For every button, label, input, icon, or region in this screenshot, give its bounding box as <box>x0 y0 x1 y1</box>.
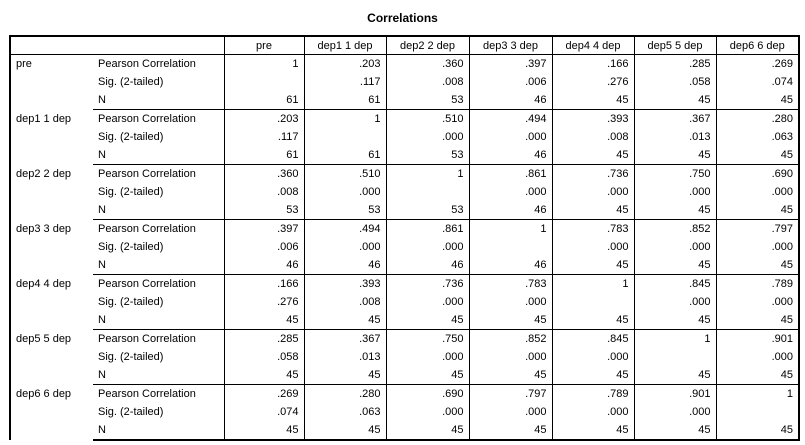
value-cell: 1 <box>386 165 469 184</box>
value-cell: .276 <box>224 293 304 311</box>
value-cell: 46 <box>304 256 386 275</box>
statistic-label: Pearson Correlation <box>98 278 196 290</box>
value-cell: .494 <box>304 220 386 239</box>
value-cell: 1 <box>552 275 634 294</box>
table-row <box>10 201 799 220</box>
value-cell: .000 <box>386 403 469 421</box>
row-variable-label: dep1 1 dep <box>10 110 93 165</box>
statistic-label: Pearson Correlation <box>98 58 196 70</box>
value-cell: 53 <box>304 201 386 220</box>
value-cell: 45 <box>634 146 716 165</box>
value-cell: 45 <box>634 311 716 330</box>
row-variable-label: dep3 3 dep <box>10 220 93 275</box>
value-cell: .000 <box>469 183 552 201</box>
value-cell: .845 <box>634 275 716 294</box>
value-cell: 45 <box>716 146 799 165</box>
value-cell: .000 <box>716 238 799 256</box>
value-cell: 45 <box>634 366 716 385</box>
value-cell: .058 <box>634 73 716 91</box>
value-cell: 53 <box>386 91 469 110</box>
value-cell: .690 <box>386 385 469 404</box>
statistic-label: Sig. (2-tailed) <box>98 406 164 418</box>
value-cell <box>716 403 799 421</box>
value-cell: 46 <box>469 146 552 165</box>
value-cell: .000 <box>552 403 634 421</box>
col-header: dep2 2 dep <box>386 36 469 55</box>
value-cell: .117 <box>304 73 386 91</box>
value-cell: .000 <box>634 403 716 421</box>
value-cell: 45 <box>469 421 552 440</box>
value-cell <box>634 348 716 366</box>
value-cell: 45 <box>304 366 386 385</box>
value-cell: .852 <box>634 220 716 239</box>
statistic-label: N <box>93 256 224 275</box>
table-row <box>10 385 799 404</box>
value-cell: 46 <box>469 201 552 220</box>
table-row <box>10 238 799 256</box>
table-title: Correlations <box>367 11 438 25</box>
value-cell: .006 <box>224 238 304 256</box>
value-cell: 1 <box>469 220 552 239</box>
value-cell: 45 <box>634 201 716 220</box>
value-cell: 61 <box>304 91 386 110</box>
value-cell: 53 <box>386 201 469 220</box>
table-row <box>10 330 799 349</box>
value-cell: .789 <box>716 275 799 294</box>
value-cell: .852 <box>469 330 552 349</box>
value-cell: .397 <box>469 55 552 74</box>
value-cell: 45 <box>304 421 386 440</box>
value-cell: 45 <box>386 311 469 330</box>
value-cell: .901 <box>716 330 799 349</box>
value-cell: .000 <box>469 293 552 311</box>
value-cell: .789 <box>552 385 634 404</box>
value-cell: .000 <box>469 348 552 366</box>
value-cell: .000 <box>634 238 716 256</box>
value-cell: .783 <box>552 220 634 239</box>
value-cell: 45 <box>716 311 799 330</box>
col-header: dep6 6 dep <box>716 36 799 55</box>
value-cell: .008 <box>224 183 304 201</box>
value-cell <box>224 73 304 91</box>
table-row <box>10 73 799 91</box>
value-cell: .000 <box>716 293 799 311</box>
value-cell: .494 <box>469 110 552 129</box>
value-cell: .063 <box>304 403 386 421</box>
value-cell: .393 <box>552 110 634 129</box>
value-cell: 45 <box>716 256 799 275</box>
value-cell: .000 <box>304 183 386 201</box>
value-cell: .393 <box>304 275 386 294</box>
statistic-label: Sig. (2-tailed) <box>98 241 164 253</box>
value-cell: 45 <box>552 366 634 385</box>
statistic-label: N <box>93 366 224 385</box>
value-cell: .000 <box>634 293 716 311</box>
statistic-label: Pearson Correlation <box>98 113 196 125</box>
value-cell: 45 <box>634 256 716 275</box>
value-cell: 45 <box>634 91 716 110</box>
value-cell: .000 <box>552 238 634 256</box>
statistic-label: Pearson Correlation <box>98 388 196 400</box>
statistic-label: Pearson Correlation <box>98 333 196 345</box>
value-cell: 45 <box>469 366 552 385</box>
value-cell: 45 <box>552 201 634 220</box>
value-cell: .013 <box>304 348 386 366</box>
value-cell: .750 <box>634 165 716 184</box>
value-cell: 45 <box>469 311 552 330</box>
statistic-label: Sig. (2-tailed) <box>98 76 164 88</box>
value-cell: .280 <box>304 385 386 404</box>
value-cell: .074 <box>224 403 304 421</box>
value-cell: .006 <box>469 73 552 91</box>
value-cell: .000 <box>634 183 716 201</box>
statistic-label: Sig. (2-tailed) <box>98 186 164 198</box>
header-row <box>10 36 799 55</box>
value-cell: .203 <box>224 110 304 129</box>
statistic-label: N <box>93 146 224 165</box>
table-row <box>10 421 799 440</box>
value-cell: 45 <box>304 311 386 330</box>
value-cell: .845 <box>552 330 634 349</box>
statistic-label: N <box>93 311 224 330</box>
value-cell: .285 <box>634 55 716 74</box>
value-cell: 45 <box>224 311 304 330</box>
value-cell: 45 <box>716 91 799 110</box>
value-cell: .000 <box>716 348 799 366</box>
table-row <box>10 91 799 110</box>
value-cell: 46 <box>224 256 304 275</box>
value-cell <box>469 238 552 256</box>
value-cell: .013 <box>634 128 716 146</box>
value-cell: .367 <box>634 110 716 129</box>
value-cell: .166 <box>224 275 304 294</box>
value-cell: .074 <box>716 73 799 91</box>
table-row <box>10 366 799 385</box>
col-header: dep5 5 dep <box>634 36 716 55</box>
value-cell: .280 <box>716 110 799 129</box>
table-row <box>10 293 799 311</box>
row-variable-label: dep5 5 dep <box>10 330 93 385</box>
value-cell: .000 <box>386 238 469 256</box>
col-header: dep1 1 dep <box>304 36 386 55</box>
value-cell: 1 <box>224 55 304 74</box>
value-cell: 46 <box>469 256 552 275</box>
value-cell: .000 <box>304 238 386 256</box>
statistic-label: N <box>93 421 224 440</box>
statistic-label: N <box>93 201 224 220</box>
table-row <box>10 275 799 294</box>
value-cell: .285 <box>224 330 304 349</box>
value-cell: 61 <box>224 146 304 165</box>
table-body <box>10 55 799 441</box>
corner-cell <box>10 36 224 55</box>
value-cell: .203 <box>304 55 386 74</box>
table-row <box>10 128 799 146</box>
statistic-label: Pearson Correlation <box>98 168 196 180</box>
statistic-label: Sig. (2-tailed) <box>98 296 164 308</box>
value-cell: 45 <box>716 421 799 440</box>
value-cell: .000 <box>552 348 634 366</box>
row-variable-label: dep2 2 dep <box>10 165 93 220</box>
value-cell: 45 <box>716 201 799 220</box>
value-cell: 45 <box>552 421 634 440</box>
value-cell: 45 <box>386 421 469 440</box>
value-cell: .000 <box>386 128 469 146</box>
value-cell: 45 <box>716 366 799 385</box>
value-cell: .797 <box>469 385 552 404</box>
value-cell: .397 <box>224 220 304 239</box>
value-cell: 45 <box>552 91 634 110</box>
value-cell: 45 <box>552 311 634 330</box>
value-cell: .058 <box>224 348 304 366</box>
value-cell: .750 <box>386 330 469 349</box>
value-cell: .861 <box>386 220 469 239</box>
value-cell: .360 <box>386 55 469 74</box>
value-cell: .000 <box>386 293 469 311</box>
value-cell: .510 <box>386 110 469 129</box>
table-row <box>10 55 799 74</box>
value-cell <box>304 128 386 146</box>
row-variable-label: dep4 4 dep <box>10 275 93 330</box>
value-cell: .000 <box>386 348 469 366</box>
value-cell: .117 <box>224 128 304 146</box>
value-cell: .166 <box>552 55 634 74</box>
table-row <box>10 220 799 239</box>
table-row <box>10 311 799 330</box>
table-row <box>10 256 799 275</box>
value-cell: .736 <box>552 165 634 184</box>
value-cell: .367 <box>304 330 386 349</box>
value-cell: 45 <box>552 256 634 275</box>
value-cell: .000 <box>552 183 634 201</box>
value-cell: .000 <box>469 403 552 421</box>
value-cell: .276 <box>552 73 634 91</box>
value-cell: 45 <box>224 421 304 440</box>
value-cell <box>552 293 634 311</box>
value-cell: .008 <box>386 73 469 91</box>
value-cell: 46 <box>469 91 552 110</box>
value-cell: 46 <box>386 256 469 275</box>
table-row <box>10 165 799 184</box>
value-cell <box>386 183 469 201</box>
value-cell: .269 <box>716 55 799 74</box>
value-cell: .690 <box>716 165 799 184</box>
col-header: dep3 3 dep <box>469 36 552 55</box>
value-cell: .000 <box>716 183 799 201</box>
value-cell: 1 <box>304 110 386 129</box>
value-cell: .861 <box>469 165 552 184</box>
table-row <box>10 403 799 421</box>
table-row <box>10 348 799 366</box>
value-cell: .510 <box>304 165 386 184</box>
table-row <box>10 146 799 165</box>
table-row <box>10 183 799 201</box>
correlations-table <box>9 35 800 441</box>
value-cell: .269 <box>224 385 304 404</box>
value-cell: .008 <box>552 128 634 146</box>
value-cell: 45 <box>224 366 304 385</box>
value-cell: 45 <box>552 146 634 165</box>
table-row <box>10 110 799 129</box>
col-header: dep4 4 dep <box>552 36 634 55</box>
row-variable-label: pre <box>10 55 93 110</box>
statistic-label: Sig. (2-tailed) <box>98 351 164 363</box>
value-cell: 1 <box>716 385 799 404</box>
value-cell: .360 <box>224 165 304 184</box>
value-cell: 53 <box>224 201 304 220</box>
value-cell: .736 <box>386 275 469 294</box>
value-cell: .063 <box>716 128 799 146</box>
value-cell: .797 <box>716 220 799 239</box>
value-cell: .000 <box>469 128 552 146</box>
col-header: pre <box>224 36 304 55</box>
statistic-label: Sig. (2-tailed) <box>98 131 164 143</box>
row-variable-label: dep6 6 dep <box>10 385 93 441</box>
value-cell: 45 <box>634 421 716 440</box>
value-cell: 45 <box>386 366 469 385</box>
value-cell: .008 <box>304 293 386 311</box>
value-cell: 1 <box>634 330 716 349</box>
value-cell: .901 <box>634 385 716 404</box>
value-cell: .783 <box>469 275 552 294</box>
value-cell: 53 <box>386 146 469 165</box>
statistic-label: Pearson Correlation <box>98 223 196 235</box>
value-cell: 61 <box>224 91 304 110</box>
statistic-label: N <box>93 91 224 110</box>
value-cell: 61 <box>304 146 386 165</box>
